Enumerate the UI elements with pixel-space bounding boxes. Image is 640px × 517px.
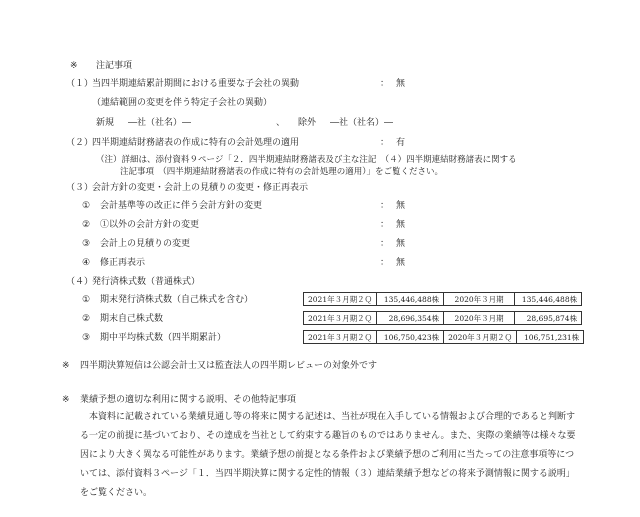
item1-separator: 、	[276, 118, 286, 128]
item2-value: 有	[396, 138, 406, 148]
item4-row-num: ①	[82, 295, 91, 305]
item2-note-line2: 注記事項 （四半期連結財務諸表の作成に特有の会計処理の適用）」をご覧ください。	[120, 167, 444, 177]
item3-sub-value: 無	[396, 258, 406, 268]
value-current: 106,750,423株	[377, 331, 444, 344]
item1-exclude-label: 除外	[298, 118, 317, 128]
item2-colon: ：	[380, 138, 390, 148]
item1-label: 当四半期連結累計期間における重要な子会社の異動	[92, 79, 300, 89]
item3-sub-colon: ：	[380, 220, 390, 230]
period-current: 2021年３月期２Ｑ	[304, 331, 377, 344]
item3-sub-label: 会計上の見積りの変更	[100, 239, 191, 249]
share-table-row	[303, 311, 582, 325]
item4-label: 発行済株式数（普通株式）	[92, 277, 201, 287]
item3-sub-num: ③	[82, 239, 91, 249]
value-current: 135,446,488株	[377, 293, 444, 306]
item2-label: 四半期連結財務諸表の作成に特有の会計処理の適用	[92, 138, 300, 148]
item3-num: （３）	[66, 183, 94, 193]
item3-sub-label: 修正再表示	[100, 258, 146, 268]
review-note-text: 四半期決算短信は公認会計士又は監査法人の四半期レビューの対象外です	[80, 361, 378, 371]
review-note-mark: ※	[62, 361, 70, 371]
item3-sub-num: ①	[82, 201, 91, 211]
value-prior: 135,446,488株	[515, 293, 582, 306]
share-table-row	[303, 292, 582, 306]
period-current: 2021年３月期２Ｑ	[304, 312, 377, 325]
item3-sub-num: ②	[82, 220, 91, 230]
item1-exclude-value: ―社（社名）―	[330, 118, 394, 128]
item3-sub-colon: ：	[380, 201, 390, 211]
item1-new-label: 新規	[96, 118, 115, 128]
item4-row-label: 期末自己株式数	[100, 314, 164, 324]
period-prior: 2020年３月期	[444, 312, 515, 325]
share-table-row	[303, 330, 584, 344]
item4-num: （４）	[66, 277, 94, 287]
item1-colon: ：	[380, 79, 390, 89]
item3-sub-colon: ：	[380, 239, 390, 249]
value-prior: 106,751,231株	[517, 331, 584, 344]
section-title: 注記事項	[96, 61, 133, 71]
item3-sub-value: 無	[396, 201, 406, 211]
item3-sub-value: 無	[396, 239, 406, 249]
item3-label: 会計方針の変更・会計上の見積りの変更・修正再表示	[92, 183, 309, 193]
value-prior: 28,695,874株	[515, 312, 582, 325]
item3-sub-colon: ：	[380, 258, 390, 268]
item2-num: （２）	[66, 138, 94, 148]
item1-note: （連結範囲の変更を伴う特定子会社の異動）	[92, 98, 273, 108]
period-prior: 2020年３月期２Ｑ	[444, 331, 517, 344]
period-prior: 2020年３月期	[444, 293, 515, 306]
item3-sub-label: 会計基準等の改正に伴う会計方針の変更	[100, 201, 263, 211]
item4-row-num: ②	[82, 314, 91, 324]
item4-row-label: 期末発行済株式数（自己株式を含む）	[100, 295, 254, 305]
item1-new-value: ―社（社名）―	[128, 118, 192, 128]
item3-sub-label: ①以外の会計方針の変更	[100, 220, 200, 230]
value-current: 28,696,354株	[377, 312, 444, 325]
item4-row-label: 期中平均株式数（四半期累計）	[100, 333, 227, 343]
forecast-note-body: 本資料に記載されている業績見通し等の将来に関する記述は、当社が現在入手している情報および合理的であると判断する一定の前提に基づいており、その達成を当社として約束する趣旨のものではありません。また、実際の業績等は様々な要因により大きく異なる可能性があります。業績予想の前提となる条件および業績予想のご利用に当たっての注意事項等については、添付資料３ページ「１．当四半期決算に関する定性的情報（３）連結業績予想などの将来予測情報に関する説明」をご覧ください。	[80, 412, 576, 498]
note-mark: ※	[70, 61, 78, 71]
item1-value: 無	[396, 79, 406, 89]
item4-row-num: ③	[82, 333, 91, 343]
item2-note-line1: （注）詳細は、添付資料９ページ「２．四半期連結財務諸表及び主な注記 （４）四半期連結財務諸表に関する	[96, 155, 517, 165]
item3-sub-value: 無	[396, 220, 406, 230]
forecast-note-mark: ※	[62, 395, 70, 405]
item3-sub-num: ④	[82, 258, 91, 268]
item1-num: （１）	[66, 79, 94, 89]
period-current: 2021年３月期２Ｑ	[304, 293, 377, 306]
forecast-note-title: 業績予想の適切な利用に関する説明、その他特記事項	[80, 395, 297, 405]
